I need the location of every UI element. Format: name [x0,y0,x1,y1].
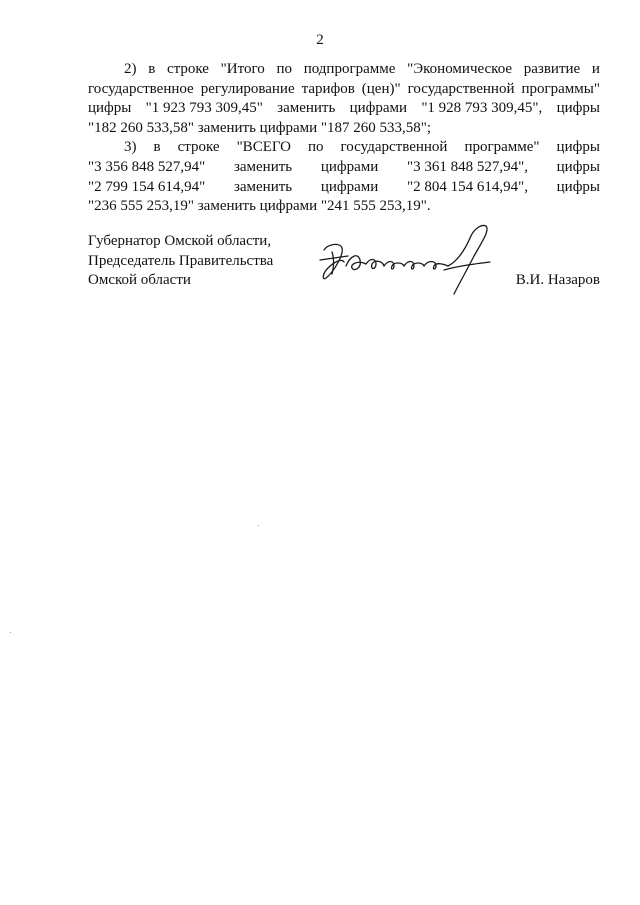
word: по [308,139,324,156]
word: цифры [556,100,600,117]
word: "Итого [220,61,265,77]
signatory-title-line-1: Губернатор Омской области, [88,233,272,249]
word: "3 356 848 527,94" [88,158,206,175]
signatory-name: В.И. Назаров [515,272,600,288]
signatory-title [88,232,273,291]
item-2-line-3 [88,99,600,119]
handwritten-signature [318,222,504,298]
word: программе" [464,139,540,156]
word: "1 928 793 309,45", [421,100,543,117]
word: развитие [523,61,581,77]
word: и [591,61,600,77]
item-2-line-4: "182 260 533,58" заменить цифрами "187 260 533,58"; [88,119,432,136]
word: регулирование [200,80,295,97]
word: программы" [521,80,600,97]
word: по [276,61,292,77]
word: тарифов [301,80,355,97]
item-3-line-1 [88,138,600,158]
item-2-line-2 [88,80,600,100]
word: (цен)" [361,80,401,97]
item-3-line-3 [88,178,600,198]
word: подпрограмме [303,61,396,77]
word: государственное [88,80,194,97]
word: цифрами [349,100,408,117]
word: цифры [88,100,132,117]
word: 2) [124,61,137,77]
word: цифры [556,158,600,175]
document-body [88,60,600,217]
word: государственной [407,80,515,97]
word: строке [167,61,209,77]
word: "2 804 154 614,94", [406,178,528,195]
word: цифры [556,139,600,156]
page-number: 2 [316,32,324,48]
word: в [148,61,156,77]
word: в [153,139,161,156]
word: "2 799 154 614,94" [88,178,206,195]
word: "Экономическое [407,61,513,77]
item-2-line-1 [88,60,600,80]
word: заменить [233,158,293,175]
signatory-title-line-2: Председатель Правительства [88,252,274,269]
word: "3 361 848 527,94", [406,158,528,175]
word: цифрами [320,178,379,195]
word: "ВСЕГО [236,139,291,156]
amendment-item-3 [88,138,600,216]
signatory-title-line-3: Омской области [88,272,191,289]
word: государственной [340,139,448,156]
word: 3) [124,139,137,156]
word: "1 923 793 309,45" [145,100,263,117]
word: цифрами [320,158,379,175]
amendment-item-2 [88,60,600,138]
item-3-line-2 [88,158,600,178]
word: строке [177,139,220,156]
item-3-line-4: "236 555 253,19" заменить цифрами "241 555 253,19". [88,198,431,215]
scan-speck [258,525,259,526]
word: заменить [233,178,293,195]
word: цифры [556,178,600,195]
scan-speck [10,632,11,633]
word: заменить [277,100,336,117]
